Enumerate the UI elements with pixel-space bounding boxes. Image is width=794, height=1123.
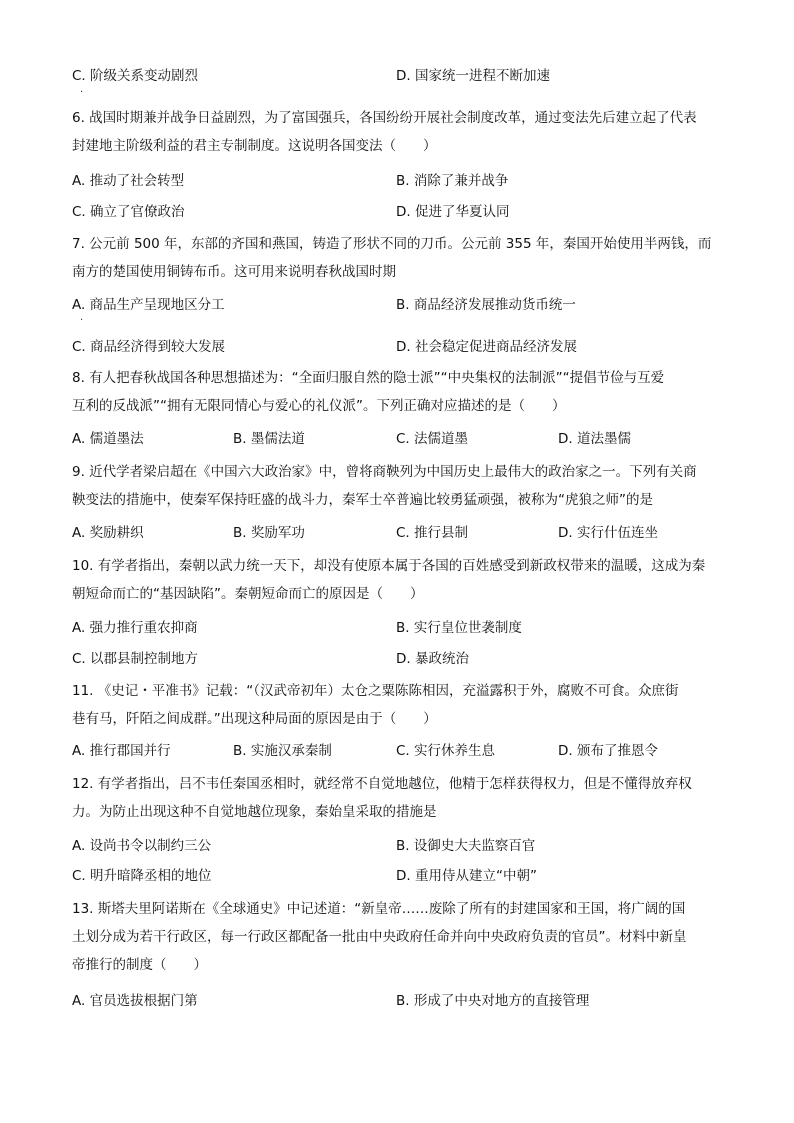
option-d: D. 社会稳定促进商品经济发展 [396,339,577,355]
question-11-options [72,740,724,762]
option-b: B. 形成了中央对地方的直接管理 [396,993,590,1009]
question-6-options-row-2 [72,201,724,223]
stray-dot: · [80,87,84,98]
question-7-stem: 7. 公元前 500 年，东部的齐国和燕国，铸造了形状不同的刀币。公元前 355 年，秦国开始使用半两钱，而 南方的楚国使用铜铸布币。这可用来说明春秋战国时期 [72,236,712,280]
option-a: A. 设尚书令以制约三公 [72,838,212,854]
option-d: D. 暴政统治 [396,651,469,667]
option-a: A. 推动了社会转型 [72,173,185,189]
question-10-stem: 10. 有学者指出，秦朝以武力统一天下，却没有使原本属于各国的百姓感受到新政权带来的温暖，这成为秦 朝短命而亡的“基因缺陷”。秦朝短命而亡的原因是（ ） [72,558,706,602]
option-b: B. 商品经济发展推动货币统一 [396,297,576,313]
option-a: A. 推行郡国并行 [72,743,171,759]
option-d: D. 实行什伍连坐 [558,525,658,541]
option-b: B. 墨儒法道 [233,431,305,447]
question-11-stem: 11. 《史记・平准书》记载：“（汉武帝初年）太仓之粟陈陈相因，充溢露积于外，腐败不可食。众庶街 巷有马，阡陌之间成群。”出现这种局面的原因是由于（ ） [72,683,679,727]
question-8-options [72,428,724,450]
option-c: C. 实行休养生息 [396,743,496,759]
option-c: C. 阶级关系变动剧烈 [72,68,199,84]
question-12-options-row-1 [72,835,724,857]
option-a: A. 官员选拔根据门第 [72,993,198,1009]
option-a: A. 奖励耕织 [72,525,144,541]
question-6-options-row-1 [72,170,724,192]
option-c: C. 商品经济得到较大发展 [72,339,226,355]
question-7-options-row-2 [72,336,724,358]
question-5-options [72,65,724,87]
question-6-stem: 6. 战国时期兼并战争日益剧烈，为了富国强兵，各国纷纷开展社会制度改革，通过变法先后建立起了代表 封建地主阶级利益的君主专制制度。这说明各国变法（ ） [72,110,697,154]
stray-dot: · [80,315,84,326]
option-d: D. 促进了华夏认同 [396,204,510,220]
option-a: A. 商品生产呈现地区分工 [72,297,225,313]
question-12-stem: 12. 有学者指出，吕不韦任秦国丞相时，就经常不自觉地越位，他精于怎样获得权力，但是不懂得放弃权 力。为防止出现这种不自觉地越位现象，秦始皇采取的措施是 [72,776,692,820]
question-13-stem: 13. 斯塔夫里阿诺斯在《全球通史》中记述道：“新皇帝……废除了所有的封建国家和王国，将广阔的国 土划分成为若干行政区，每一行政区都配备一批由中央政府任命并向中央政府负责的官员”。材料中新皇 帝推行的制度（ ） [72,901,687,973]
option-c: C. 推行县制 [396,525,469,541]
question-7-options-row-1 [72,294,724,316]
option-b: B. 实行皇位世袭制度 [396,620,522,636]
option-d: D. 颁布了推恩令 [558,743,658,759]
question-8-stem: 8. 有人把春秋战国各种思想描述为：“全面归服自然的隐士派”“中央集权的法制派”“提倡节俭与互爱 互利的反战派”“拥有无限同情心与爱心的礼仪派”。下列正确对应描述的是（ ） [72,370,665,414]
option-b: B. 设御史大夫监察百官 [396,838,536,854]
question-9-options [72,522,724,544]
option-b: B. 奖励军功 [233,525,305,541]
option-a: A. 强力推行重农抑商 [72,620,198,636]
option-a: A. 儒道墨法 [72,431,144,447]
option-d: D. 重用侍从建立“中朝” [396,868,537,884]
question-13-options [72,990,724,1012]
question-10-options-row-2 [72,648,724,670]
option-b: B. 实施汉承秦制 [233,743,332,759]
option-c: C. 确立了官僚政治 [72,204,185,220]
option-d: D. 国家统一进程不断加速 [396,68,550,84]
option-b: B. 消除了兼并战争 [396,173,509,189]
option-c: C. 明升暗降丞相的地位 [72,868,212,884]
question-9-stem: 9. 近代学者梁启超在《中国六大政治家》中，曾将商鞅列为中国历史上最伟大的政治家之一。下列有关商 鞅变法的措施中，使秦军保持旺盛的战斗力，秦军士卒普遍比较勇猛顽强，被称为“虎狼之师”的是 [72,464,697,508]
option-c: C. 以郡县制控制地方 [72,651,199,667]
option-c: C. 法儒道墨 [396,431,469,447]
option-d: D. 道法墨儒 [558,431,631,447]
question-10-options-row-1 [72,617,724,639]
question-12-options-row-2 [72,865,724,887]
